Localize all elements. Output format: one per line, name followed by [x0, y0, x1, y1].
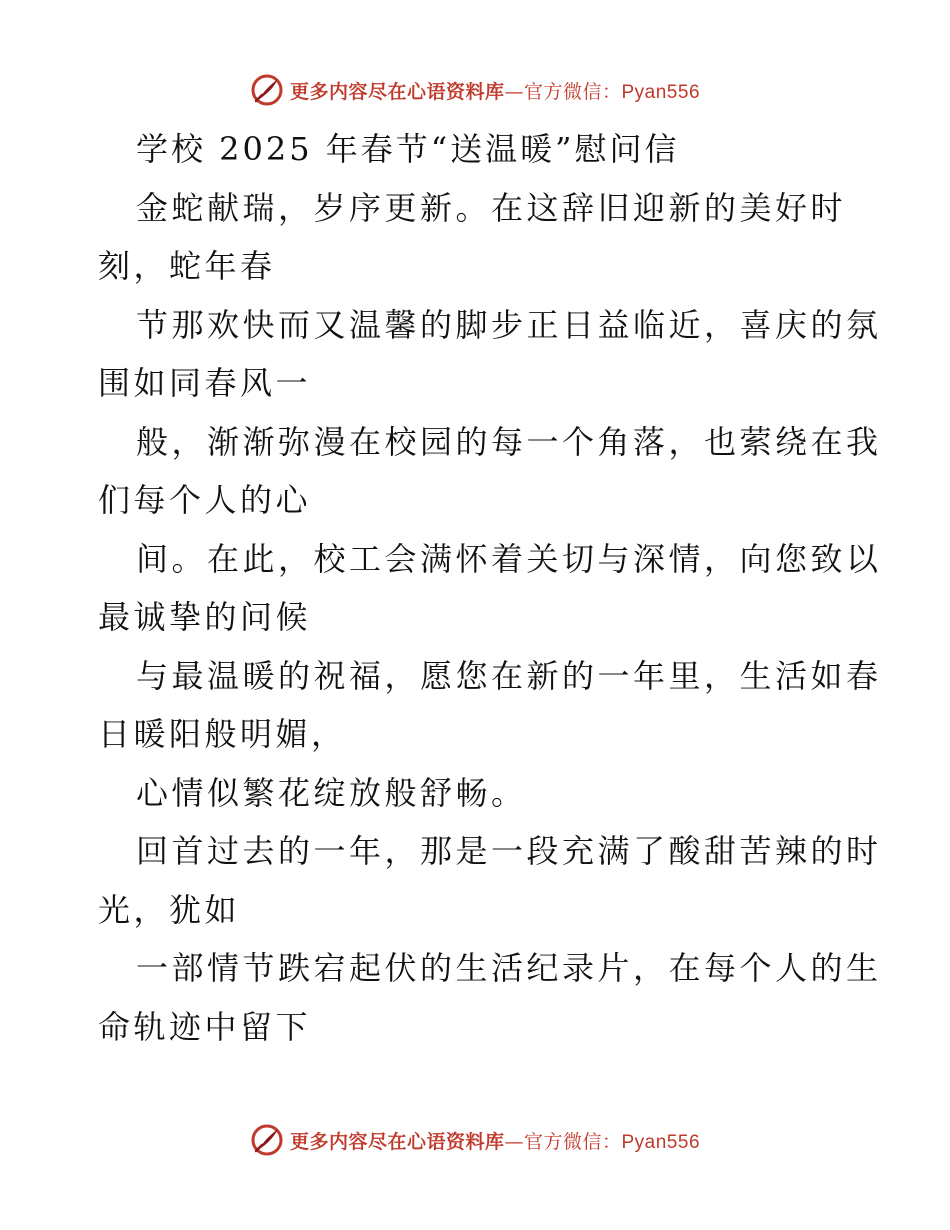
- letter-body: [98, 120, 882, 1056]
- text-line: 节那欢快而又温馨的脚步正日益临近，喜庆的氛: [136, 305, 882, 344]
- text-line: 间。在此，校工会满怀着关切与深情，向您致以: [136, 539, 882, 578]
- banner-main-text: 更多内容尽在心语资料库: [289, 1130, 505, 1153]
- letter-title: 学校 2025 年春节“送温暖”慰问信: [136, 130, 680, 168]
- text-line: 日暖阳般明媚，: [98, 715, 347, 753]
- text-line: 般，渐渐弥漫在校园的每一个角落，也萦绕在我: [136, 422, 882, 461]
- banner-text: [290, 1127, 700, 1154]
- banner-separator: —: [504, 1130, 524, 1153]
- banner-wechat-label: 官方微信：: [523, 80, 622, 103]
- text-line: 们每个人的心: [98, 481, 312, 519]
- banner-separator: —: [504, 80, 524, 103]
- banner-wechat-label: 官方微信：: [523, 1130, 622, 1153]
- text-line: 与最温暖的祝福，愿您在新的一年里，生活如春: [136, 656, 882, 695]
- footer-banner: [0, 1120, 950, 1160]
- text-line: 命轨迹中留下: [98, 1007, 312, 1046]
- text-line: 光，犹如: [98, 890, 241, 929]
- text-line: 金蛇献瑞，岁序更新。在这辞旧迎新的美好时: [136, 188, 847, 227]
- text-line: 一部情节跌宕起伏的生活纪录片，在每个人的生: [136, 949, 882, 987]
- header-banner: [0, 70, 950, 110]
- text-line: 刻，蛇年春: [98, 247, 276, 285]
- text-line: 围如同春风一: [98, 364, 312, 402]
- banner-wechat-id: Pyan556: [621, 1131, 701, 1153]
- banner-text: [290, 77, 700, 104]
- text-line: 回首过去的一年，那是一段充满了酸甜苦辣的时: [136, 832, 882, 870]
- text-line: 心情似繁花绽放般舒畅。: [136, 773, 527, 812]
- quill-logo-icon: [250, 1123, 284, 1157]
- quill-logo-icon: [250, 73, 284, 107]
- text-line: 最诚挚的问候: [98, 598, 312, 636]
- banner-main-text: 更多内容尽在心语资料库: [289, 80, 505, 103]
- banner-wechat-id: Pyan556: [621, 81, 701, 103]
